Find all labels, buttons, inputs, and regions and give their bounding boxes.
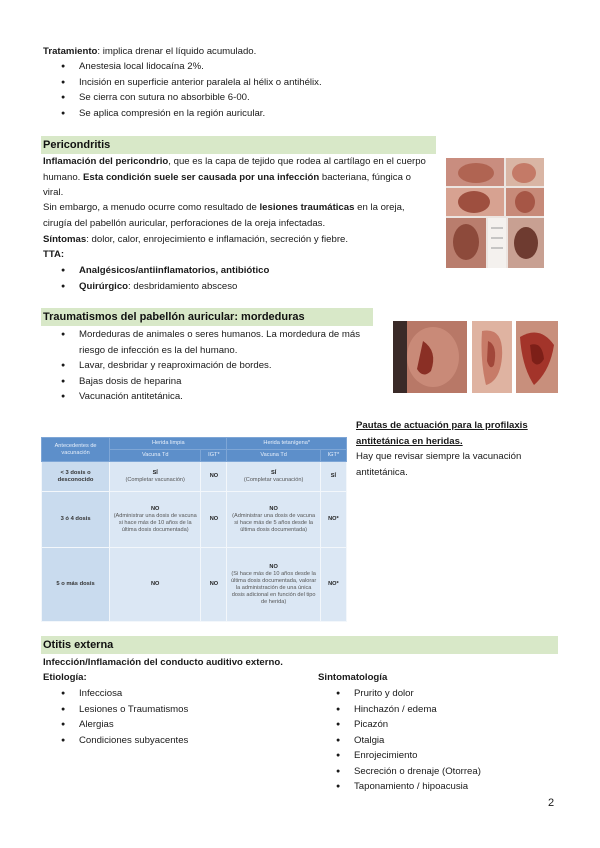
sintomatologia-list [318, 686, 558, 795]
column-header-igt: IGT* [201, 450, 227, 462]
tratamiento-list [43, 59, 443, 121]
table-cell: NO* [320, 548, 346, 622]
list-item: ● Taponamiento / hipoacusia [318, 779, 558, 795]
ear-bite-photo-1 [393, 321, 467, 393]
column-header-vacuna-td: Vacuna Td [227, 450, 320, 462]
pericondritis-photo-collage [446, 158, 544, 268]
table-cell: NO (Si hace más de 10 años desde la última dosis documentada, valorar la administración de una única dosis adicional en función del tipo de herida) [227, 548, 320, 622]
traumatismos-list [43, 327, 383, 405]
list-item: ● Picazón [318, 717, 558, 733]
table-cell: SÍ [320, 462, 346, 492]
ear-bite-photo-3 [516, 321, 558, 393]
section-heading-pericondritis: Pericondritis [41, 136, 436, 154]
list-item: ● Bajas dosis de heparina [43, 374, 383, 390]
sidenote-title: Pautas de actuación para la profilaxis antitetánica en heridas. [356, 420, 528, 447]
list-item: ● Hinchazón / edema [318, 702, 558, 718]
list-item: ● Anestesia local lidocaína 2%. [43, 59, 443, 75]
list-item: ● Lesiones o Traumatismos [43, 702, 293, 718]
list-item: ● Alergias [43, 717, 293, 733]
etiologia-label: Etiología: [43, 672, 87, 683]
table-row [42, 548, 347, 622]
table-cell: NO [201, 492, 227, 548]
list-item: ● Secreción o drenaje (Otorrea) [318, 764, 558, 780]
table-row [42, 462, 347, 492]
column-header-antecedentes: Antecedentes de vacunación [42, 438, 110, 462]
ear-infection-photos-image [446, 158, 544, 268]
ear-bite-image-2 [472, 321, 512, 393]
table-cell: NO (Administrar una dosis de vacuna si hace más de 5 años desde la última dosis documentada) [227, 492, 320, 548]
list-item: ● Prurito y dolor [318, 686, 558, 702]
list-item: ● Analgésicos/antiinflamatorios, antibiótico [43, 263, 433, 279]
list-item: ● Mordeduras de animales o seres humanos. La mordedura de más riesgo de infección es la del humano. [43, 327, 383, 358]
table-cell: SÍ (Completar vacunación) [227, 462, 320, 492]
table-row [42, 492, 347, 548]
sidenote-text: Hay que revisar siempre la vacunación antitetánica. [356, 451, 522, 478]
row-label: 5 o más dosis [42, 548, 110, 622]
list-item: ● Infecciosa [43, 686, 293, 702]
list-item: ● Quirúrgico: desbridamiento absceso [43, 279, 433, 295]
table-cell: NO [110, 548, 201, 622]
tetanus-prophylaxis-table [41, 437, 347, 622]
sintomatologia-label: Sintomatología [318, 672, 388, 683]
table-cell: NO (Administrar una dosis de vacuna si hace más de 10 años de la última dosis documentada) [110, 492, 201, 548]
pericondritis-tta-label: TTA: [43, 249, 65, 260]
section-heading-otitis: Otitis externa [41, 636, 558, 654]
etiologia-list [43, 686, 293, 748]
table-cell: NO [201, 548, 227, 622]
table-cell: NO [201, 462, 227, 492]
row-label: < 3 dosis o desconocido [42, 462, 110, 492]
pericondritis-causes: Sin embargo, a menudo ocurre como resultado de lesiones traumáticas en la oreja, cirugía del pabellón auricular, perforaciones de la oreja infectadas. [43, 202, 405, 229]
column-header-herida-tetanigena: Herida tetanígena* [227, 438, 347, 450]
page-number: 2 [548, 797, 555, 809]
list-item: ● Se aplica compresión en la región auricular. [43, 106, 443, 122]
pericondritis-definition: Inflamación del pericondrio, que es la capa de tejido que rodea al cartílago en el cuerpo humano. Esta condición suele ser causada por una infección bacteriana, fúngica o viral. [43, 156, 426, 198]
column-header-vacuna-td: Vacuna Td [110, 450, 201, 462]
tratamiento-intro: Tratamiento: implica drenar el líquido acumulado. [43, 46, 257, 57]
pericondritis-sintomas: Síntomas: dolor, calor, enrojecimiento e inflamación, secreción y fiebre. [43, 234, 349, 245]
table-cell: NO* [320, 492, 346, 548]
list-item: ● Condiciones subyacentes [43, 733, 293, 749]
section-heading-traumatismos: Traumatismos del pabellón auricular: mordeduras [41, 308, 373, 326]
column-header-igt: IGT* [320, 450, 346, 462]
list-item: ● Lavar, desbridar y reaproximación de bordes. [43, 358, 383, 374]
column-header-herida-limpia: Herida limpia [110, 438, 227, 450]
ear-bite-image-3 [516, 321, 558, 393]
tta-list [43, 263, 433, 294]
list-item: ● Otalgia [318, 733, 558, 749]
otitis-subtitle: Infección/Inflamación del conducto auditivo externo. [43, 657, 283, 668]
ear-bite-photo-2 [472, 321, 512, 393]
list-item: ● Incisión en superficie anterior paralela al hélix o antihélix. [43, 75, 443, 91]
list-item: ● Se cierra con sutura no absorbible 6-00. [43, 90, 443, 106]
row-label: 3 ó 4 dosis [42, 492, 110, 548]
list-item: ● Vacunación antitetánica. [43, 389, 383, 405]
ear-bite-image-1 [393, 321, 467, 393]
list-item: ● Enrojecimiento [318, 748, 558, 764]
tetanus-sidenote [356, 418, 556, 480]
table-cell: SÍ (Completar vacunación) [110, 462, 201, 492]
